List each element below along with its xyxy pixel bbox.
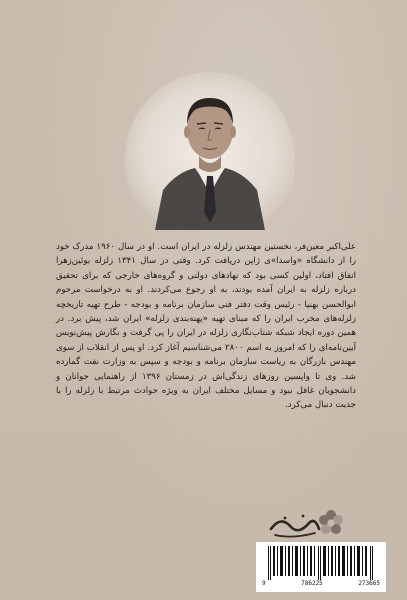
barcode-bars (262, 546, 380, 580)
barcode-digit-first: 9 (262, 580, 266, 587)
barcode-digits (262, 580, 380, 587)
author-portrait (125, 72, 295, 230)
author-biography (56, 240, 356, 413)
barcode-digits-middle: 786225 (301, 580, 323, 587)
barcode-digits-last: 273665 (358, 580, 380, 587)
biography-text: علی‌اکبر معین‌فر، نخستین مهندس زلزله در ایران است. او در سال ۱۹۶۰ مدرک خود را از دانشگاه «واسدا»ی ژاپن دریافت کرد. وقتی در سال ۱۳۴۱ زلزله بوئین‌زهرا اتفاق افتاد، اولین کسی بود که نهادهای دولتی و گروه‌های خارجی که برای تحقیق درباره زلزله به ایران آمده بودند، به او رجوع می‌کردند. او به درخواست مرحوم ابوالحسن بهنیا - رئیس وقت دفتر فنی سازمان برنامه و بودجه - طرح تهیه تاریخچه زلزله‌های مخرب ایران را که مبنای تهیه «پهنه‌بندی زلزله» ایران شد، پیش برد. در همین دوره ایجاد شبکه شتاب‌نگاری زلزله در ایران را پی گرفت و نگارش پیش‌نویس آیین‌نامه‌ای را که امروز به اسم ۲۸۰۰ می‌شناسیم آغاز کرد. او پس از انقلاب از سوی مهندس بازرگان به ریاست سازمان برنامه و بودجه و سپس به وزارت نفت گمارده شد. وی تا واپسین روزهای زندگی‌اش در زمستان ۱۳۹۶ از راهنمایی جوانان و دانشجویان غافل نبود و مسایل مختلف ایران به ویژه حوادث مرتبط با زلزله را با جدیت دنبال می‌کرد. (56, 242, 356, 411)
isbn-barcode (256, 542, 386, 592)
publisher-flower-icon (265, 505, 349, 545)
